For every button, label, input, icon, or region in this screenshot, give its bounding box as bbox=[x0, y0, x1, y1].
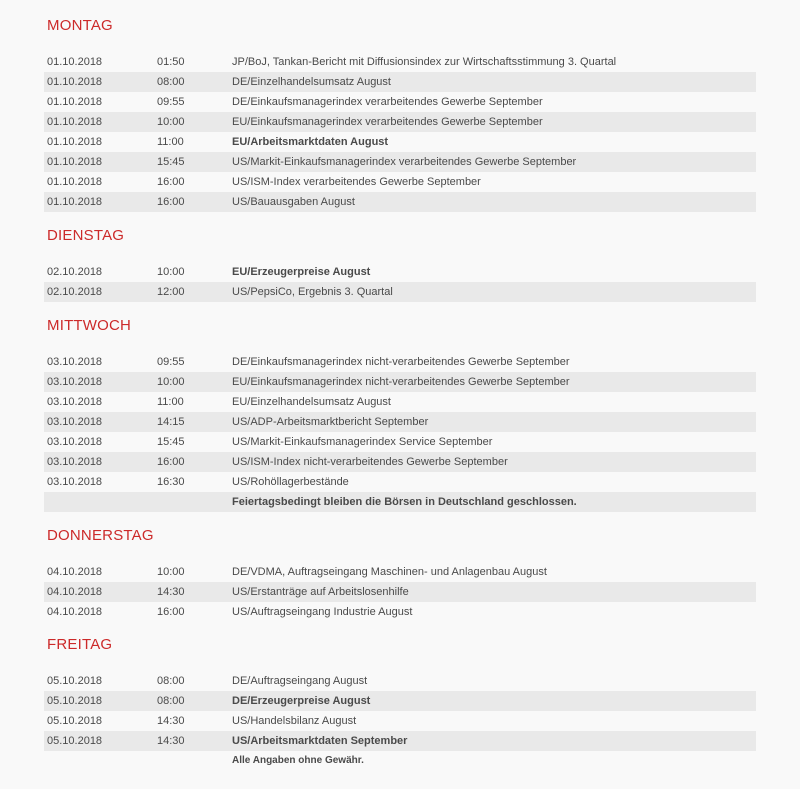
event-cell: US/ADP-Arbeitsmarktbericht September bbox=[232, 416, 429, 428]
day-heading: FREITAG bbox=[47, 636, 113, 653]
time-cell: 16:00 bbox=[157, 176, 185, 188]
day-heading: DONNERSTAG bbox=[47, 527, 154, 544]
time-cell: 15:45 bbox=[157, 156, 185, 168]
table-row bbox=[44, 582, 756, 602]
time-cell: 12:00 bbox=[157, 286, 185, 298]
time-cell: 16:00 bbox=[157, 606, 185, 618]
date-cell: 01.10.2018 bbox=[47, 76, 103, 88]
time-cell: 08:00 bbox=[157, 675, 185, 687]
date-cell: 05.10.2018 bbox=[47, 675, 103, 687]
date-cell: 01.10.2018 bbox=[47, 196, 103, 208]
time-cell: 14:30 bbox=[157, 735, 185, 747]
event-cell: JP/BoJ, Tankan-Bericht mit Diffusionsindex zur Wirtschaftsstimmung 3. Quartal bbox=[232, 56, 617, 68]
time-cell: 16:30 bbox=[157, 476, 185, 488]
day-heading: DIENSTAG bbox=[47, 227, 125, 244]
time-cell: 10:00 bbox=[157, 566, 185, 578]
table-row bbox=[44, 472, 756, 492]
event-cell: EU/Einkaufsmanagerindex verarbeitendes Gewerbe September bbox=[232, 116, 543, 128]
event-cell: US/Rohöllagerbestände bbox=[232, 476, 349, 488]
holiday-note: Feiertagsbedingt bleiben die Börsen in Deutschland geschlossen. bbox=[232, 496, 577, 508]
event-table bbox=[44, 52, 756, 212]
table-row bbox=[44, 432, 756, 452]
date-cell: 03.10.2018 bbox=[47, 456, 103, 468]
event-cell: DE/Einzelhandelsumsatz August bbox=[232, 76, 391, 88]
table-row bbox=[44, 172, 756, 192]
table-row bbox=[44, 352, 756, 372]
time-cell: 09:55 bbox=[157, 96, 185, 108]
date-cell: 01.10.2018 bbox=[47, 136, 103, 148]
date-cell: 03.10.2018 bbox=[47, 356, 103, 368]
date-cell: 04.10.2018 bbox=[47, 586, 103, 598]
date-cell: 05.10.2018 bbox=[47, 715, 103, 727]
event-cell: DE/Einkaufsmanagerindex nicht-verarbeitendes Gewerbe September bbox=[232, 356, 570, 368]
time-cell: 14:30 bbox=[157, 715, 185, 727]
time-cell: 11:00 bbox=[157, 396, 184, 408]
date-cell: 03.10.2018 bbox=[47, 376, 103, 388]
event-cell: US/Bauausgaben August bbox=[232, 196, 355, 208]
event-cell: EU/Einzelhandelsumsatz August bbox=[232, 396, 391, 408]
date-cell: 02.10.2018 bbox=[47, 266, 103, 278]
table-row bbox=[44, 562, 756, 582]
table-row bbox=[44, 602, 756, 622]
event-cell: DE/Erzeugerpreise August bbox=[232, 695, 371, 707]
time-cell: 14:30 bbox=[157, 586, 185, 598]
time-cell: 14:15 bbox=[157, 416, 185, 428]
table-row bbox=[44, 152, 756, 172]
table-row bbox=[44, 372, 756, 392]
date-cell: 05.10.2018 bbox=[47, 735, 103, 747]
time-cell: 10:00 bbox=[157, 266, 185, 278]
time-cell: 11:00 bbox=[157, 136, 184, 148]
date-cell: 04.10.2018 bbox=[47, 566, 103, 578]
event-cell: US/Markit-Einkaufsmanagerindex Service September bbox=[232, 436, 493, 448]
event-cell: EU/Einkaufsmanagerindex nicht-verarbeitendes Gewerbe September bbox=[232, 376, 570, 388]
table-row bbox=[44, 492, 756, 512]
table-row bbox=[44, 731, 756, 751]
date-cell: 03.10.2018 bbox=[47, 476, 103, 488]
event-table bbox=[44, 262, 756, 302]
event-table bbox=[44, 671, 756, 751]
table-row bbox=[44, 711, 756, 731]
table-row bbox=[44, 132, 756, 152]
table-row bbox=[44, 691, 756, 711]
event-cell: US/ISM-Index nicht-verarbeitendes Gewerbe September bbox=[232, 456, 508, 468]
event-cell: US/Handelsbilanz August bbox=[232, 715, 357, 727]
time-cell: 15:45 bbox=[157, 436, 185, 448]
table-row bbox=[44, 52, 756, 72]
table-row bbox=[44, 412, 756, 432]
event-cell: DE/Einkaufsmanagerindex verarbeitendes Gewerbe September bbox=[232, 96, 543, 108]
time-cell: 10:00 bbox=[157, 116, 185, 128]
table-row bbox=[44, 112, 756, 132]
disclaimer-note: Alle Angaben ohne Gewähr. bbox=[232, 755, 364, 766]
date-cell: 03.10.2018 bbox=[47, 416, 103, 428]
date-cell: 03.10.2018 bbox=[47, 436, 103, 448]
date-cell: 01.10.2018 bbox=[47, 156, 103, 168]
date-cell: 01.10.2018 bbox=[47, 56, 103, 68]
table-row bbox=[44, 192, 756, 212]
event-cell: US/PepsiCo, Ergebnis 3. Quartal bbox=[232, 286, 393, 298]
event-table bbox=[44, 562, 756, 622]
event-cell: EU/Arbeitsmarktdaten August bbox=[232, 136, 389, 148]
event-cell: US/ISM-Index verarbeitendes Gewerbe September bbox=[232, 176, 481, 188]
table-row bbox=[44, 72, 756, 92]
event-table bbox=[44, 352, 756, 512]
time-cell: 08:00 bbox=[157, 76, 185, 88]
event-cell: US/Auftragseingang Industrie August bbox=[232, 606, 413, 618]
date-cell: 04.10.2018 bbox=[47, 606, 103, 618]
date-cell: 03.10.2018 bbox=[47, 396, 103, 408]
time-cell: 16:00 bbox=[157, 196, 185, 208]
time-cell: 08:00 bbox=[157, 695, 185, 707]
date-cell: 01.10.2018 bbox=[47, 116, 103, 128]
date-cell: 01.10.2018 bbox=[47, 176, 103, 188]
table-row bbox=[44, 671, 756, 691]
table-row bbox=[44, 452, 756, 472]
table-row bbox=[44, 392, 756, 412]
date-cell: 02.10.2018 bbox=[47, 286, 103, 298]
event-cell: US/Erstanträge auf Arbeitslosenhilfe bbox=[232, 586, 409, 598]
table-row bbox=[44, 282, 756, 302]
event-cell: EU/Erzeugerpreise August bbox=[232, 266, 371, 278]
date-cell: 01.10.2018 bbox=[47, 96, 103, 108]
time-cell: 16:00 bbox=[157, 456, 185, 468]
table-row bbox=[44, 92, 756, 112]
table-row bbox=[44, 262, 756, 282]
time-cell: 10:00 bbox=[157, 376, 185, 388]
time-cell: 01:50 bbox=[157, 56, 185, 68]
time-cell: 09:55 bbox=[157, 356, 185, 368]
event-cell: DE/Auftragseingang August bbox=[232, 675, 368, 687]
event-cell: US/Arbeitsmarktdaten September bbox=[232, 735, 408, 747]
day-heading: MONTAG bbox=[47, 17, 113, 34]
day-heading: MITTWOCH bbox=[47, 317, 132, 334]
event-cell: DE/VDMA, Auftragseingang Maschinen- und Anlagenbau August bbox=[232, 566, 547, 578]
date-cell: 05.10.2018 bbox=[47, 695, 103, 707]
event-cell: US/Markit-Einkaufsmanagerindex verarbeitendes Gewerbe September bbox=[232, 156, 577, 168]
